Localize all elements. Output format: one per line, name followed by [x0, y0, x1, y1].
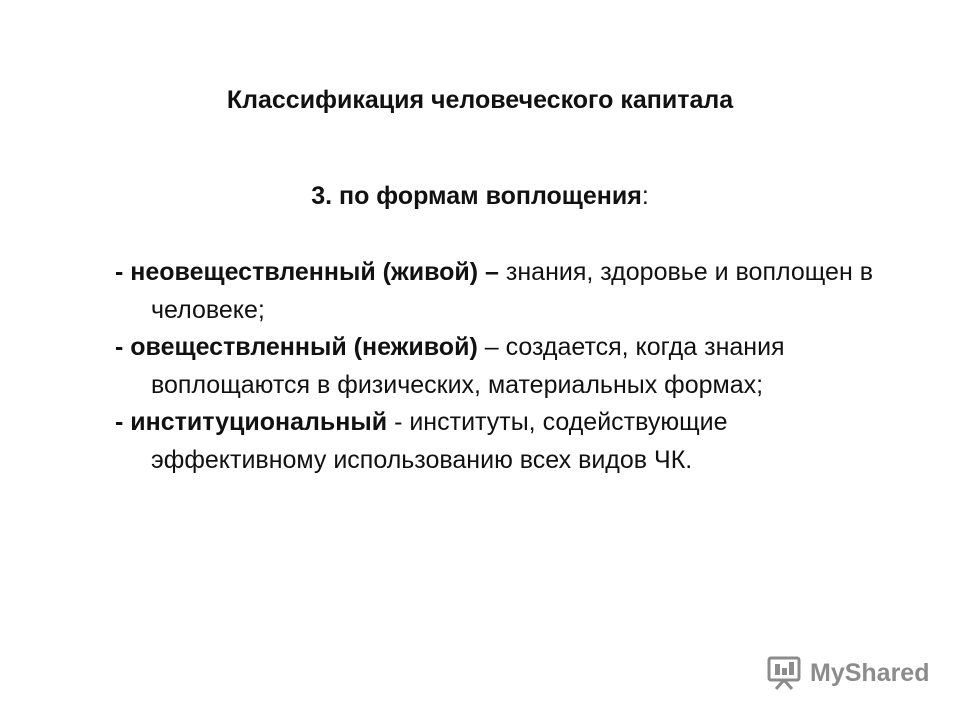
item-term: институциональный — [130, 408, 388, 436]
slide-subtitle — [0, 178, 960, 214]
item-prefix: - — [115, 408, 131, 436]
subtitle-suffix: : — [641, 182, 649, 210]
watermark-logo — [766, 655, 929, 691]
item-term: овеществленный (неживой) — [130, 333, 478, 361]
list-item — [115, 329, 905, 404]
item-prefix: - — [115, 333, 131, 361]
classification-list — [115, 254, 905, 479]
slide-title: Классификация человеческого капитала — [226, 86, 734, 114]
subtitle-bold: 3. по формам воплощения — [311, 182, 642, 210]
list-item — [115, 404, 905, 479]
item-term: неовеществленный (живой) – — [130, 258, 499, 286]
item-text: - институты, содействующие эффективному использованию всех видов ЧК. — [151, 408, 728, 474]
list-item — [115, 254, 905, 329]
watermark-text: MyShared — [810, 658, 930, 687]
item-prefix: - — [115, 258, 131, 286]
presentation-board-icon — [766, 656, 802, 690]
item-text: знания, здоровье и воплощен в человеке; — [151, 258, 873, 324]
item-text: – создается, когда знания воплощаются в физических, материальных формах; — [151, 333, 785, 399]
